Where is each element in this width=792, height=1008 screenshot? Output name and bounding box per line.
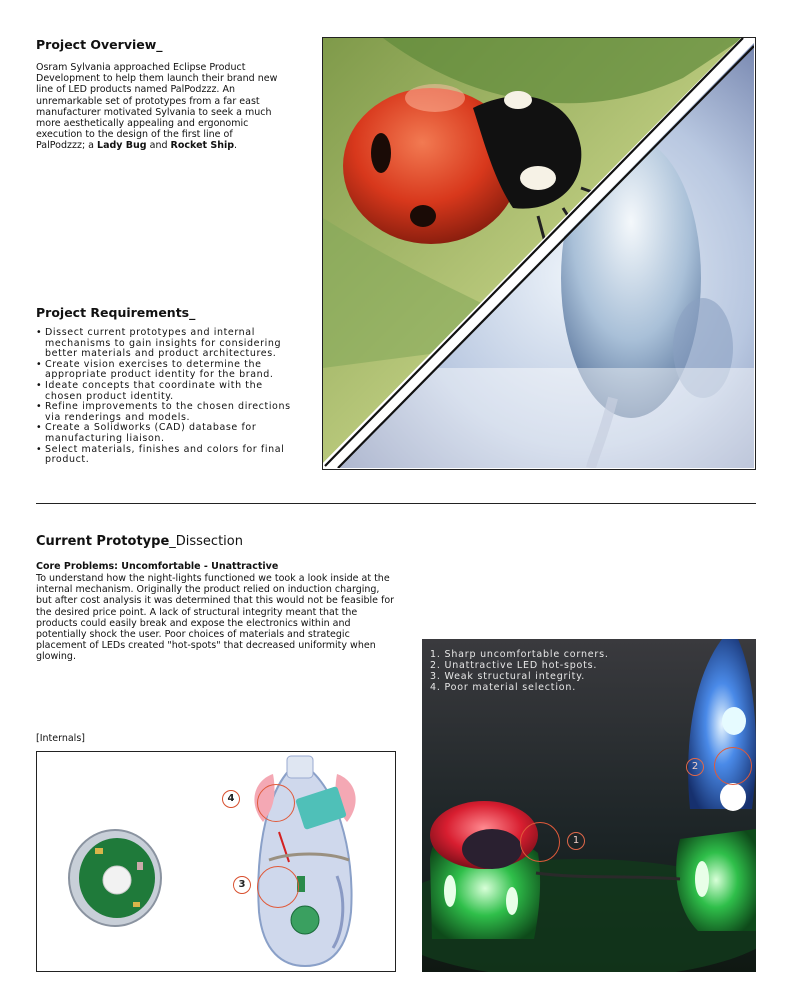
list-item: 4. Poor material selection.: [430, 682, 577, 693]
internals-callout-circle-3: [257, 866, 299, 908]
problems-callout-1: 1: [567, 832, 585, 850]
requirements-list: [36, 328, 298, 466]
prototype-body: To understand how the night-lights functioned we took a look inside at the internal mechanism. Originally the product relied on induction charging, but after cost analysis it was determined that this would not be feasible for the desired price point. A lack of structural integrity meant that the products could easily break and expose the electronics within and potentially shock the user. Poor choices of materials and strategic placement of LEDs created "hot-spots" that decreased uniformity when glowing.: [36, 573, 395, 663]
overview-body-text: Osram Sylvania approached Eclipse Product Development to help them launch their brand new line of LED products named PalPodzzz. An unremarkable set of prototypes from a far east manufacturer motivated Sylvania to seek a much more aesthetically appealing and ergonomic execution to the design of the first line of PalPodzzz;: [36, 62, 278, 152]
list-item: 2. Unattractive LED hot-spots.: [430, 660, 598, 671]
problems-callout-circle-2: [714, 747, 752, 785]
problems-callout-2: 2: [686, 758, 704, 776]
list-item: • Ideate concepts that coordinate with the chosen product identity.: [36, 381, 298, 402]
internals-image: [36, 751, 396, 972]
list-item: 3. Weak structural integrity.: [430, 671, 586, 682]
internals-photo: [37, 752, 395, 971]
list-item: • Refine improvements to the chosen directions via renderings and models.: [36, 402, 298, 423]
problems-callout-circle-1: [520, 822, 560, 862]
list-item: • Create a Solidworks (CAD) database for manufacturing liaison.: [36, 423, 298, 444]
internals-callout-4: 4: [222, 790, 240, 808]
internals-callout-circle-4: [257, 784, 295, 822]
internals-callout-3: 3: [233, 876, 251, 894]
list-item: • Dissect current prototypes and internal mechanisms to gain insights for considering better materials and product architectures.: [36, 328, 298, 360]
requirements-title: Project Requirements_: [36, 305, 196, 320]
prototype-title: Current Prototype_Dissection: [36, 534, 243, 549]
section-divider: [36, 503, 756, 504]
problems-image: [422, 639, 756, 972]
hero-image: [322, 37, 756, 470]
lady-bug-text: Lady Bug: [97, 140, 147, 152]
problems-list: [430, 649, 609, 693]
prototype-subtitle: Core Problems: Uncomfortable - Unattractive: [36, 561, 279, 572]
list-item: 1. Sharp uncomfortable corners.: [430, 649, 609, 660]
internals-label: [Internals]: [36, 733, 85, 744]
ladybug-rocket-photo: [323, 38, 754, 468]
list-item: • Create vision exercises to determine the appropriate product identity for the brand.: [36, 360, 298, 381]
rocket-ship-text: Rocket Ship: [170, 140, 235, 152]
overview-title: Project Overview_: [36, 37, 163, 52]
list-item: • Select materials, finishes and colors for final product.: [36, 445, 298, 466]
overview-body: Osram Sylvania approached Eclipse Product Development to help them launch their brand new line of LED products named PalPodzzz. An unremarkable set of prototypes from a far east manufacturer motivated Sylvania to seek a much more aesthetically appealing and ergonomic execution to the design of the first line of PalPodzzz; a Lady Bug and Rocket Ship.: [36, 62, 278, 152]
